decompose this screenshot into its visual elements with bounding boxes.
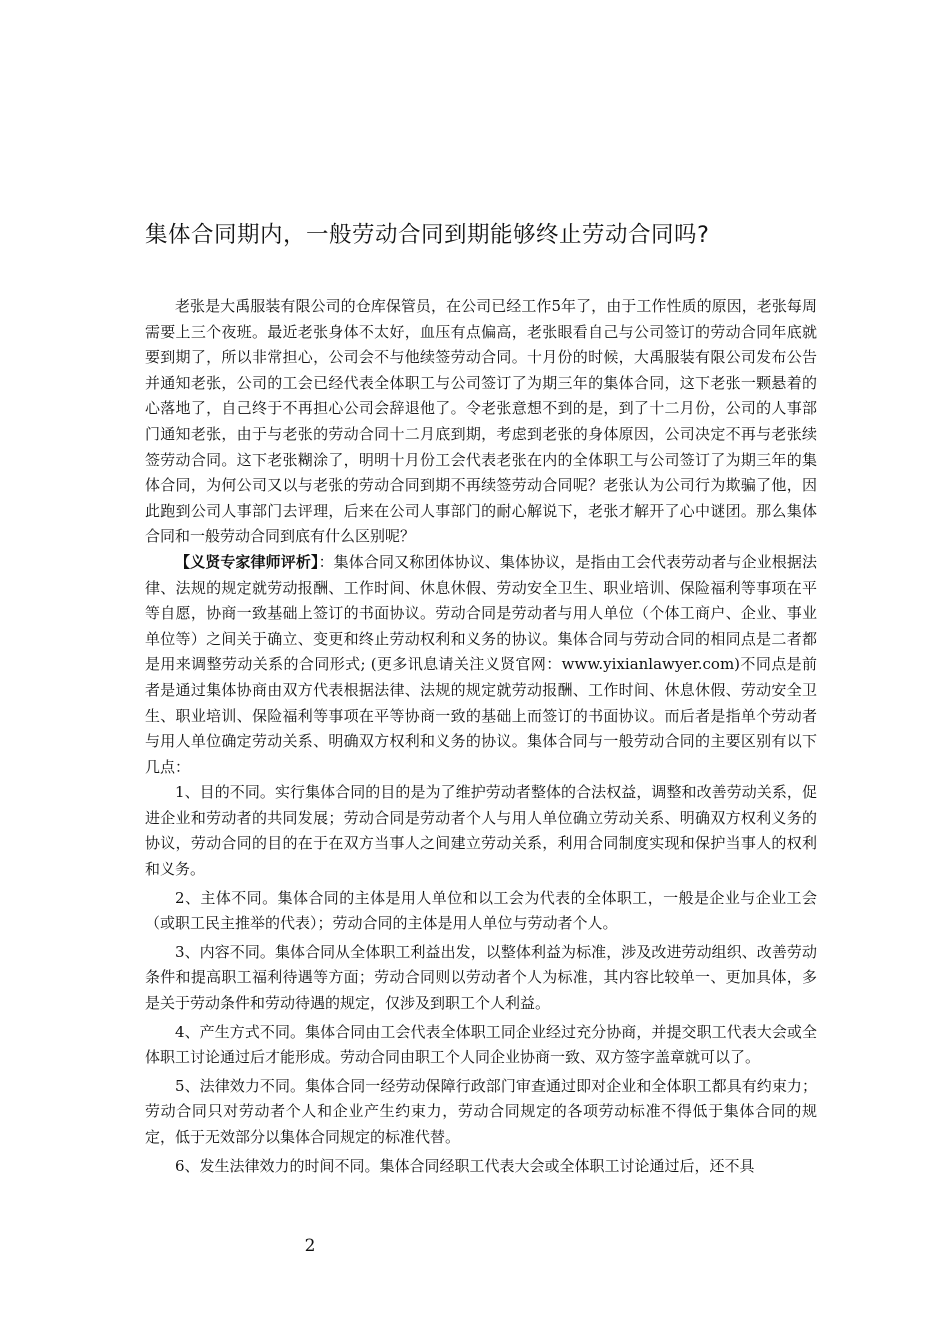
paragraph-point-5: 5、法律效力不同。集体合同一经劳动保障行政部门审查通过即对企业和全体职工都具有约束力；劳动合同只对劳动者个人和企业产生约束力，劳动合同规定的各项劳动标准不得低于集体合同的规定，低于无效部分以集体合同规定的标准代替。 <box>145 1076 817 1146</box>
paragraph-point-2: 2、主体不同。集体合同的主体是用人单位和以工会为代表的全体职工，一般是企业与企业工会（或职工民主推举的代表）；劳动合同的主体是用人单位与劳动者个人。 <box>145 888 817 933</box>
document-title: 集体合同期内，一般劳动合同到期能够终止劳动合同吗? <box>145 222 710 248</box>
analysis-label: 【义贤专家律师评析】 <box>175 552 319 571</box>
paragraph-point-3: 3、内容不同。集体合同从全体职工利益出发，以整体利益为标准，涉及改进劳动组织、改善劳动条件和提高职工福利待遇等方面；劳动合同则以劳动者个人为标准，其内容比较单一、更加具体，多是关于劳动条件和劳动待遇的规定，仅涉及到职工个人利益。 <box>145 942 817 1013</box>
paragraph-analysis <box>145 550 817 780</box>
analysis-text: ：集体合同又称团体协议、集体协议，是指由工会代表劳动者与企业根据法律、法规的规定就劳动报酬、工作时间、休息休假、劳动安全卫生、职业培训、保险福利等事项在平等自愿，协商一致基础上签订的书面协议。劳动合同是劳动者与用人单位（个体工商户、企业、事业单位等）之间关于确立、变更和终止劳动权利和义务的协议。集体合同与劳动合同的相同点是二者都是用来调整劳动关系的合同形式; (更多讯息请关注义贤官网：www.yixianlawyer.com)不同点是前者是通过集体协商由双方代表根据法律、法规的规定就劳动报酬、工作时间、休息休假、劳动安全卫生、职业培训、保险福利等事项在平等协商一致的基础上而签订的书面协议。而后者是指单个劳动者与用人单位确定劳动关系、明确双方权利和义务的协议。集体合同与一般劳动合同的主要区别有以下几点： <box>145 552 817 776</box>
paragraph-point-6: 6、发生法律效力的时间不同。集体合同经职工代表大会或全体职工讨论通过后，还不具 <box>175 1156 755 1175</box>
paragraph-point-1: 1、目的不同。实行集体合同的目的是为了维护劳动者整体的合法权益，调整和改善劳动关系，促进企业和劳动者的共同发展；劳动合同是劳动者个人与用人单位确立劳动关系、明确双方权利义务的协议，劳动合同的目的在于在双方当事人之间建立劳动关系，利用合同制度实现和保护当事人的权利和义务。 <box>145 783 817 879</box>
paragraph-intro: 老张是大禹服装有限公司的仓库保管员，在公司已经工作5年了，由于工作性质的原因，老张每周需要上三个夜班。最近老张身体不太好，血压有点偏高，老张眼看自己与公司签订的劳动合同年底就要到期了，所以非常担心，公司会不与他续签劳动合同。十月份的时候，大禹服装有限公司发布公告并通知老张，公司的工会已经代表全体职工与公司签订了为期三年的集体合同，这下老张一颗悬着的心落地了，自己终于不再担心公司会辞退他了。令老张意想不到的是，到了十二月份，公司的人事部门通知老张，由于与老张的劳动合同十二月底到期，考虑到老张的身体原因，公司决定不再与老张续签劳动合同。这下老张糊涂了，明明十月份工会代表老张在内的全体职工与公司签订了为期三年的集体合同，为何公司又以与老张的劳动合同到期不再续签劳动合同呢？老张认为公司行为欺骗了他，因此跑到公司人事部门去评理，后来在公司人事部门的耐心解说下，老张才解开了心中谜团。那么集体合同和一般劳动合同到底有什么区别呢？ <box>145 297 817 546</box>
document-body <box>145 294 817 1179</box>
paragraph-point-4: 4、产生方式不同。集体合同由工会代表全体职工同企业经过充分协商，并提交职工代表大会或全体职工讨论通过后才能形成。劳动合同由职工个人同企业协商一致、双方签字盖章就可以了。 <box>145 1022 817 1067</box>
page-number: 2 <box>304 1236 316 1256</box>
